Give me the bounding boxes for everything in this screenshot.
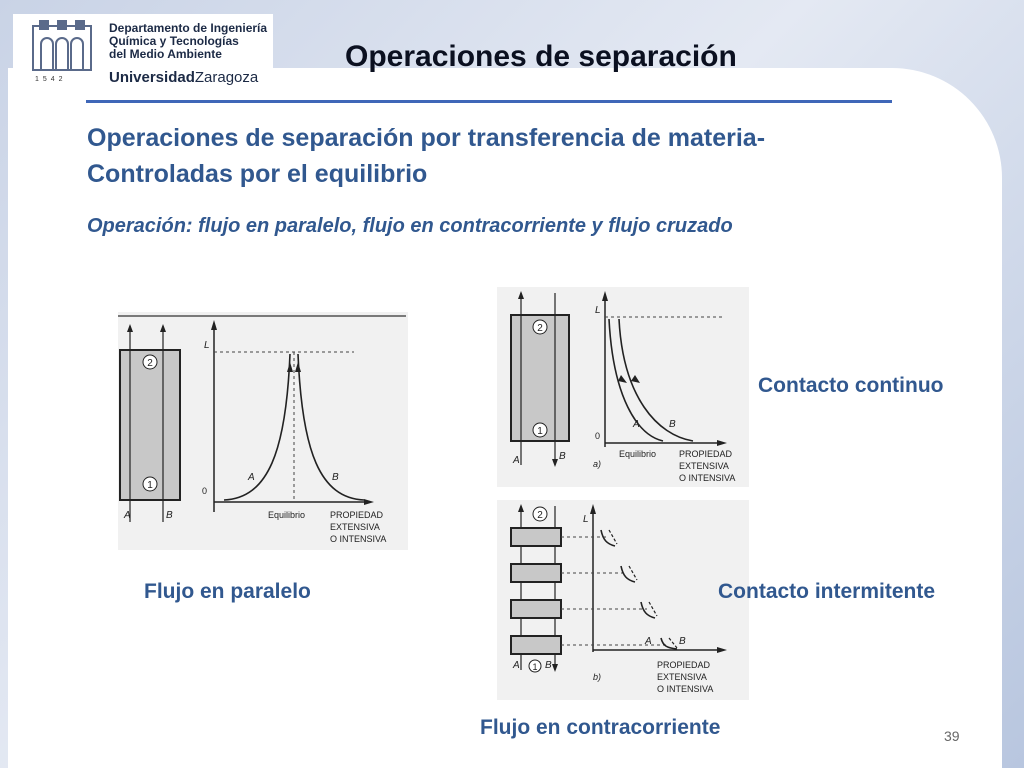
fig1-label-A-in: A (124, 510, 131, 521)
fig2a-label-zero: 0 (595, 431, 601, 441)
fig2a-label-equilibrio: Equilibrio (619, 449, 657, 459)
fig1-label-L: L (204, 340, 210, 351)
fig2b-curve-A: A (645, 636, 652, 647)
logo-text-line2: Química y Tecnologías (109, 34, 239, 48)
fig2a-curve-A: A (633, 419, 640, 430)
fig2b-label-prop2: EXTENSIVA (657, 672, 707, 682)
fig2b-label-L: L (583, 514, 589, 525)
fig2a-label-prop2: EXTENSIVA (679, 461, 729, 471)
page-number: 39 (944, 728, 960, 744)
logo-text-line1: Departamento de Ingeniería (109, 21, 268, 35)
fig2b-label-stage1: 1 (532, 662, 538, 672)
caption-flujo-paralelo: Flujo en paralelo (144, 580, 311, 603)
fig1-curve-A: A (248, 472, 255, 483)
fig1-label-zero: 0 (202, 486, 208, 496)
heading-line1: Operaciones de separación por transferencia de materia- (87, 124, 766, 152)
fig2a-curve-B: B (669, 419, 676, 430)
fig1-label-prop2: EXTENSIVA (330, 522, 380, 532)
fig2b-label-prop1: PROPIEDAD (657, 660, 711, 670)
fig2b-label-B-in: B (545, 660, 552, 671)
intermittent-contact-diagram (497, 500, 749, 700)
fig2a-label-prop1: PROPIEDAD (679, 449, 733, 459)
university-logo (13, 14, 273, 88)
logo-text-line3: del Medio Ambiente (109, 47, 222, 61)
fig2a-label-L: L (595, 305, 601, 316)
caption-contacto-continuo: Contacto continuo (758, 374, 944, 397)
fig1-label-stage2: 2 (147, 358, 153, 369)
parallel-flow-diagram (118, 312, 408, 550)
fig2a-label-A-in: A (513, 455, 520, 466)
fig2a-label-stage1: 1 (537, 426, 543, 437)
slide-heading (87, 120, 907, 192)
logo-university (109, 69, 258, 86)
fig2a-label-a: a) (593, 459, 602, 469)
logo-uni-rest: Zaragoza (194, 69, 259, 86)
fig2b-label-prop3: O INTENSIVA (657, 684, 714, 694)
fig2b-label-A-in: A (513, 660, 520, 671)
figure-countercurrent-intermittent (497, 500, 749, 700)
figure-countercurrent-continuous (497, 287, 749, 487)
fig2b-label-stage2: 2 (537, 510, 543, 521)
fig2a-label-stage2: 2 (537, 323, 543, 334)
heading-line2: Controladas por el equilibrio (87, 160, 428, 188)
fig1-label-equilibrio: Equilibrio (268, 510, 306, 520)
fig2b-label-b: b) (593, 672, 602, 682)
figure-parallel-flow (118, 312, 408, 550)
fig2a-label-prop3: O INTENSIVA (679, 473, 736, 483)
fig1-label-B-in: B (166, 510, 173, 521)
title-divider (86, 100, 892, 103)
continuous-contact-diagram (497, 287, 749, 487)
crest-icon (27, 18, 97, 78)
caption-contacto-intermitente: Contacto intermitente (718, 580, 936, 603)
logo-year: 1542 (35, 76, 67, 83)
logo-uni-bold: Universidad (109, 69, 195, 86)
caption-flujo-contracorriente: Flujo en contracorriente (480, 716, 721, 739)
fig1-label-prop3: O INTENSIVA (330, 534, 387, 544)
slide-title: Operaciones de separación (345, 40, 737, 73)
slide-subheading: Operación: flujo en paralelo, flujo en contracorriente y flujo cruzado (87, 215, 733, 237)
fig2a-label-B-in: B (559, 451, 566, 462)
fig2b-curve-B: B (679, 636, 686, 647)
fig1-label-prop1: PROPIEDAD (330, 510, 384, 520)
fig1-curve-B: B (332, 472, 339, 483)
fig1-label-stage1: 1 (147, 480, 153, 491)
